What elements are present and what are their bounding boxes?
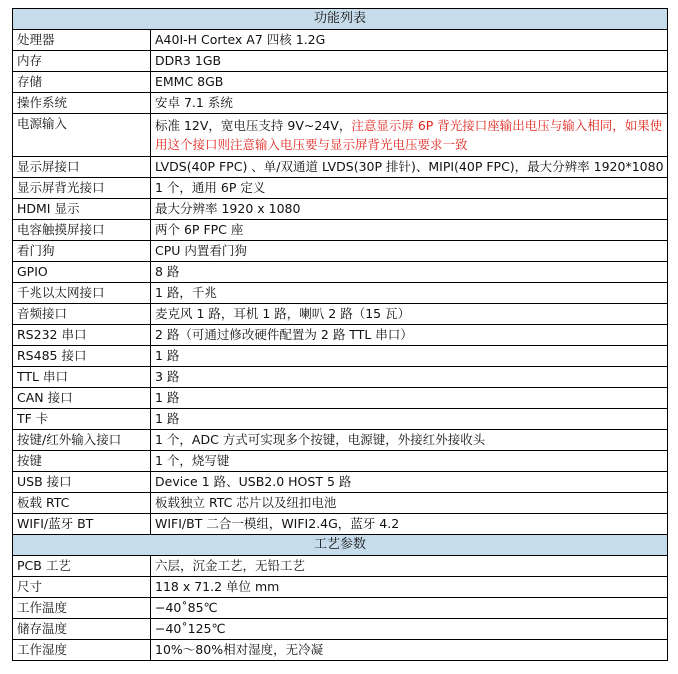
table-row bbox=[13, 640, 668, 661]
row-label: 尺寸 bbox=[13, 577, 151, 598]
row-value: 10%～80%相对湿度，无冷凝 bbox=[151, 640, 668, 661]
row-value: DDR3 1GB bbox=[151, 51, 668, 72]
row-label: 音频接口 bbox=[13, 304, 151, 325]
row-value: 1 个，ADC 方式可实现多个按键，电源键，外接红外接收头 bbox=[151, 430, 668, 451]
table-row bbox=[13, 514, 668, 535]
row-label: 按键/红外输入接口 bbox=[13, 430, 151, 451]
table-row bbox=[13, 51, 668, 72]
row-value: 六层，沉金工艺，无铅工艺 bbox=[151, 556, 668, 577]
row-label: 操作系统 bbox=[13, 93, 151, 114]
row-value: 1 个，烧写键 bbox=[151, 451, 668, 472]
table-row bbox=[13, 72, 668, 93]
table-row bbox=[13, 325, 668, 346]
row-label: 电源输入 bbox=[13, 114, 151, 157]
power-value-text: 标准 12V，宽电压支持 9V~24V， bbox=[155, 118, 352, 133]
row-value: 1 路，千兆 bbox=[151, 283, 668, 304]
row-value: A40I-H Cortex A7 四核 1.2G bbox=[151, 30, 668, 51]
spec-table bbox=[12, 8, 668, 661]
table-row bbox=[13, 262, 668, 283]
table-row bbox=[13, 178, 668, 199]
table-row bbox=[13, 577, 668, 598]
table-row bbox=[13, 388, 668, 409]
row-value: 最大分辨率 1920 x 1080 bbox=[151, 199, 668, 220]
row-value: −40˚125℃ bbox=[151, 619, 668, 640]
row-label: 显示屏接口 bbox=[13, 157, 151, 178]
row-label: 工作温度 bbox=[13, 598, 151, 619]
row-label: 显示屏背光接口 bbox=[13, 178, 151, 199]
table-row bbox=[13, 472, 668, 493]
row-value: −40˚85℃ bbox=[151, 598, 668, 619]
row-label: RS232 串口 bbox=[13, 325, 151, 346]
row-label: TF 卡 bbox=[13, 409, 151, 430]
row-label: 存储 bbox=[13, 72, 151, 93]
table-row bbox=[13, 556, 668, 577]
row-label: 千兆以太网接口 bbox=[13, 283, 151, 304]
table-row bbox=[13, 93, 668, 114]
row-label: 工作湿度 bbox=[13, 640, 151, 661]
row-value: Device 1 路、USB2.0 HOST 5 路 bbox=[151, 472, 668, 493]
table-row bbox=[13, 199, 668, 220]
row-value: EMMC 8GB bbox=[151, 72, 668, 93]
table-row bbox=[13, 346, 668, 367]
row-value: 118 x 71.2 单位 mm bbox=[151, 577, 668, 598]
row-label: CAN 接口 bbox=[13, 388, 151, 409]
table-row bbox=[13, 598, 668, 619]
row-value: 板载独立 RTC 芯片以及纽扣电池 bbox=[151, 493, 668, 514]
table-row bbox=[13, 451, 668, 472]
table-row bbox=[13, 409, 668, 430]
row-label: 看门狗 bbox=[13, 241, 151, 262]
row-value: 两个 6P FPC 座 bbox=[151, 220, 668, 241]
row-label: 按键 bbox=[13, 451, 151, 472]
row-value: WIFI/BT 二合一模组，WIFI2.4G，蓝牙 4.2 bbox=[151, 514, 668, 535]
row-value: LVDS(40P FPC) 、单/双通道 LVDS(30P 排针)、MIPI(40P FPC)，最大分辨率 1920*1080 bbox=[151, 157, 668, 178]
table-row bbox=[13, 430, 668, 451]
row-label: 内存 bbox=[13, 51, 151, 72]
row-value: 3 路 bbox=[151, 367, 668, 388]
table-row bbox=[13, 241, 668, 262]
row-value: 麦克风 1 路，耳机 1 路，喇叭 2 路（15 瓦） bbox=[151, 304, 668, 325]
section-header-process bbox=[13, 535, 668, 556]
table-row bbox=[13, 220, 668, 241]
row-label: GPIO bbox=[13, 262, 151, 283]
section-title: 功能列表 bbox=[13, 9, 668, 30]
row-label: HDMI 显示 bbox=[13, 199, 151, 220]
row-label: 电容触摸屏接口 bbox=[13, 220, 151, 241]
row-value-power bbox=[151, 114, 668, 157]
table-row bbox=[13, 493, 668, 514]
row-label: 储存温度 bbox=[13, 619, 151, 640]
row-value: 2 路（可通过修改硬件配置为 2 路 TTL 串口） bbox=[151, 325, 668, 346]
row-label: TTL 串口 bbox=[13, 367, 151, 388]
table-row bbox=[13, 114, 668, 157]
row-label: 板载 RTC bbox=[13, 493, 151, 514]
row-value: 1 路 bbox=[151, 388, 668, 409]
row-label: RS485 接口 bbox=[13, 346, 151, 367]
row-value: 1 路 bbox=[151, 346, 668, 367]
table-row bbox=[13, 157, 668, 178]
section-header-features bbox=[13, 9, 668, 30]
table-row bbox=[13, 304, 668, 325]
row-label: WIFI/蓝牙 BT bbox=[13, 514, 151, 535]
row-label: 处理器 bbox=[13, 30, 151, 51]
row-value: CPU 内置看门狗 bbox=[151, 241, 668, 262]
power-warning-note: 注意显示屏 6P 背光接口座输出电压与输入相同，如果使用这个接口则注意输入电压要与显示屏背光电压要求一致 bbox=[155, 118, 663, 152]
table-row bbox=[13, 367, 668, 388]
row-value: 1 个，通用 6P 定义 bbox=[151, 178, 668, 199]
table-row bbox=[13, 30, 668, 51]
row-label: USB 接口 bbox=[13, 472, 151, 493]
table-row bbox=[13, 619, 668, 640]
row-label: PCB 工艺 bbox=[13, 556, 151, 577]
row-value: 安卓 7.1 系统 bbox=[151, 93, 668, 114]
table-row bbox=[13, 283, 668, 304]
section-title: 工艺参数 bbox=[13, 535, 668, 556]
row-value: 1 路 bbox=[151, 409, 668, 430]
row-value: 8 路 bbox=[151, 262, 668, 283]
